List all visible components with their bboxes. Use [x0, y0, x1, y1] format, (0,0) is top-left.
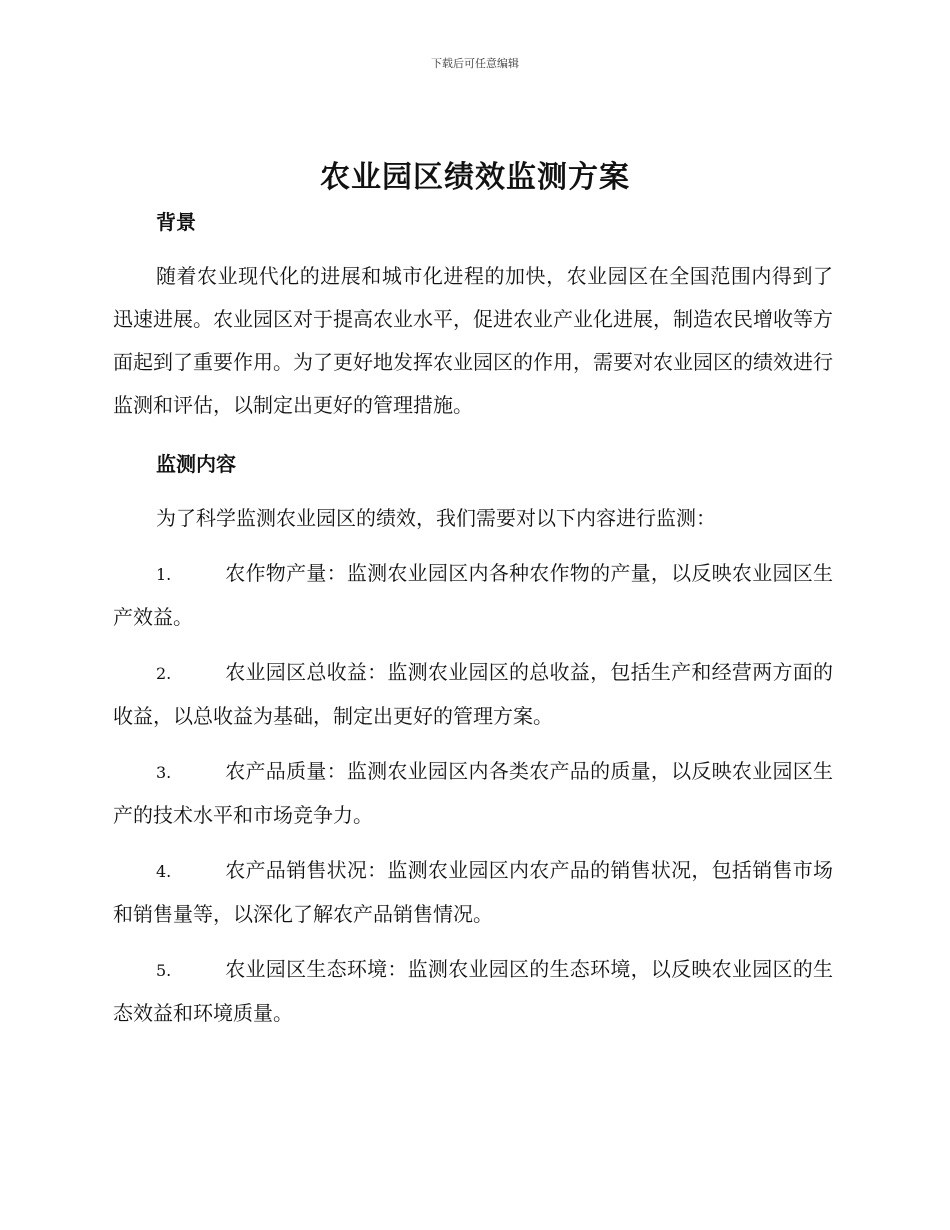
list-item: [113, 750, 833, 837]
list-item: [113, 849, 833, 936]
background-paragraph: 随着农业现代化的进展和城市化进程的加快，农业园区在全国范围内得到了迅速进展。农业园区对于提高农业水平，促进农业产业化进展，制造农民增收等方面起到了重要作用。为了更好地发挥农业园区的作用，需要对农业园区的绩效进行监测和评估，以制定出更好的管理措施。: [113, 264, 833, 417]
document-body: [113, 205, 833, 1035]
list-item-text: 农产品销售状况：监测农业园区内农产品的销售状况，包括销售市场和销售量等，以深化了解农产品销售情况。: [113, 858, 833, 926]
list-item: [113, 552, 833, 639]
list-item-number: 2.: [156, 664, 172, 683]
list-item-text: 农产品质量：监测农业园区内各类农产品的质量，以反映农业园区生产的技术水平和市场竞争力。: [113, 759, 833, 827]
header-note: 下载后可任意编辑: [431, 57, 519, 70]
document-title: 农业园区绩效监测方案: [320, 160, 630, 195]
list-item-text: 农作物产量：监测农业园区内各种农作物的产量，以反映农业园区生产效益。: [113, 561, 833, 629]
list-item-number: 3.: [156, 763, 172, 782]
section-heading-background: 背景: [156, 210, 196, 234]
monitoring-intro-paragraph: 为了科学监测农业园区的绩效，我们需要对以下内容进行监测：: [156, 506, 716, 530]
list-item-number: 1.: [156, 565, 172, 584]
list-item-number: 4.: [156, 862, 172, 881]
list-item: [113, 651, 833, 738]
section-heading-monitoring-content: 监测内容: [156, 452, 236, 476]
list-item-text: 农业园区总收益：监测农业园区的总收益，包括生产和经营两方面的收益，以总收益为基础，制定出更好的管理方案。: [113, 660, 833, 728]
list-item: [113, 948, 833, 1035]
list-item-number: 5.: [156, 961, 172, 980]
list-item-text: 农业园区生态环境：监测农业园区的生态环境，以反映农业园区的生态效益和环境质量。: [113, 957, 833, 1025]
